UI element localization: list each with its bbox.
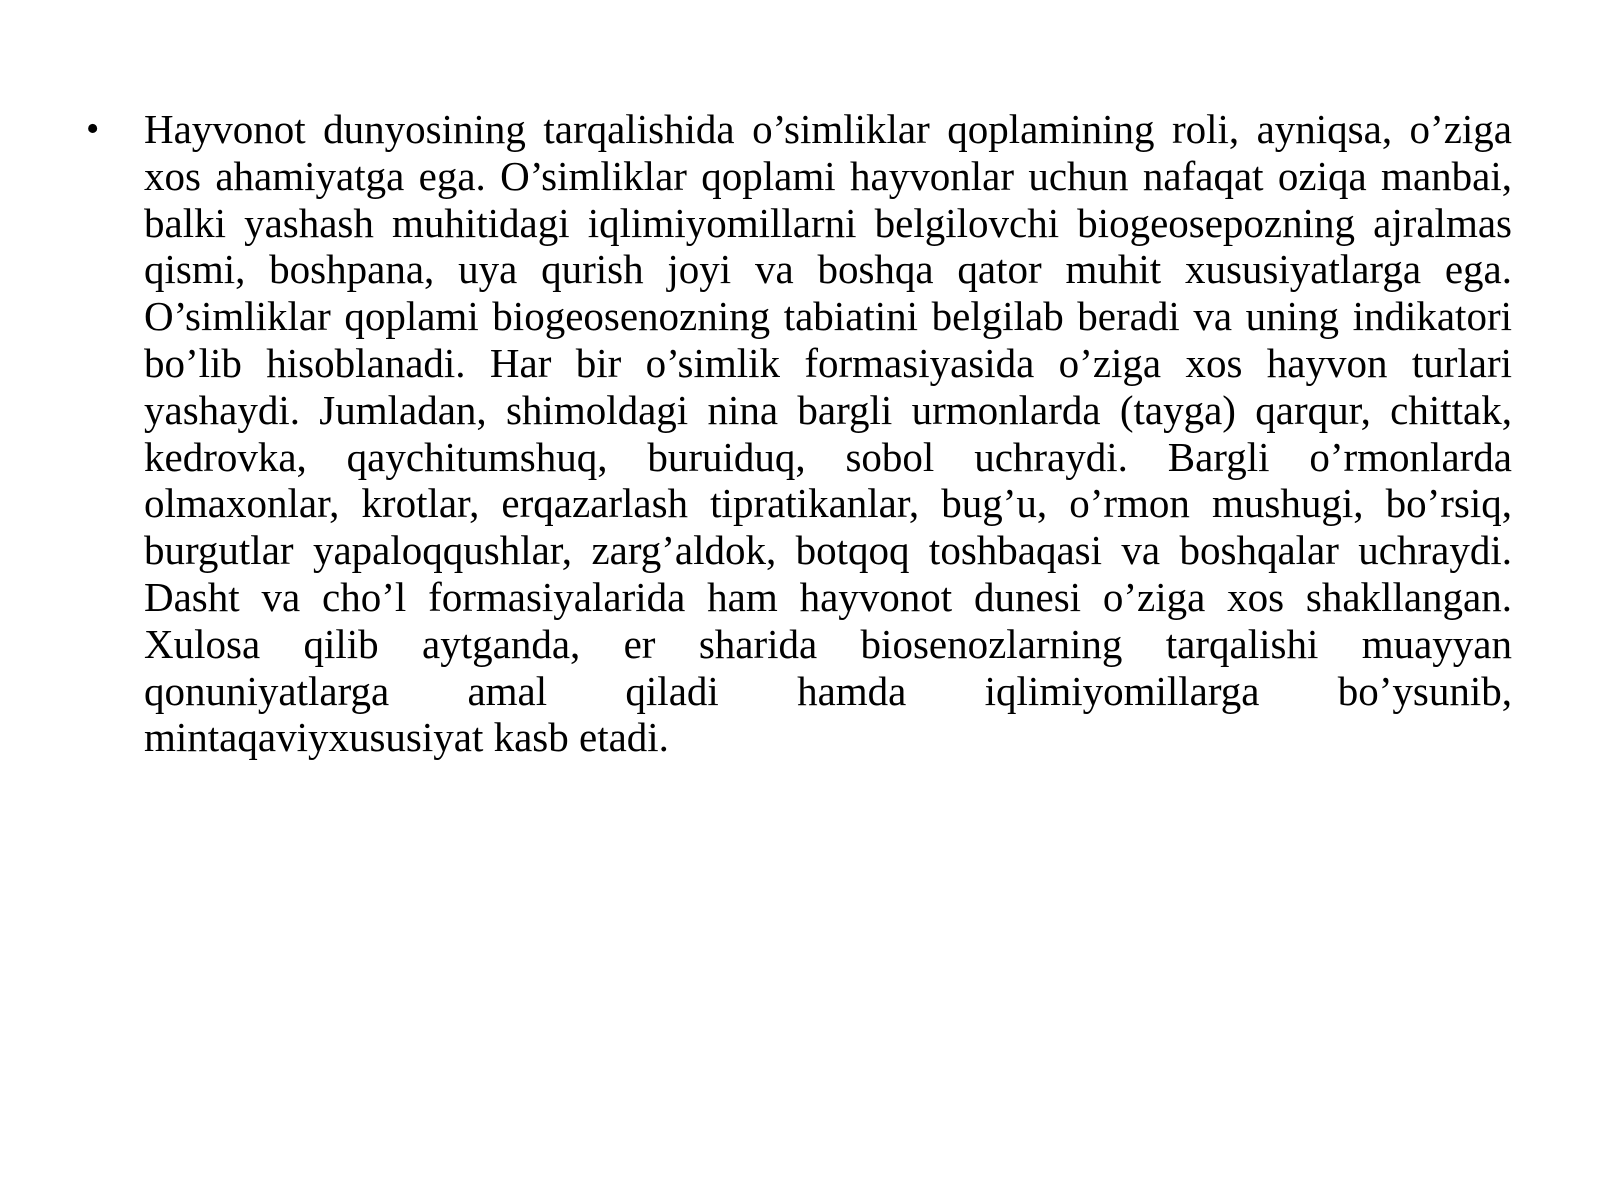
bullet-item xyxy=(80,106,1512,761)
bullet-paragraph: Hayvonot dunyosining tarqalishida o’simliklar qoplamining roli, ayniqsa, o’ziga xos ahamiyatga ega. O’simliklar qoplami hayvonlar uchun nafaqat oziqa manbai, balki yashash muhitidagi iqlimiyomillarni belgilovchi biogeosepozning ajralmas qismi, boshpana, uya qurish joyi va boshqa qator muhit xususiyatlarga ega. O’simliklar qoplami biogeosenozning tabiatini belgilab beradi va uning indikatori bo’lib hisoblanadi. Har bir o’simlik formasiyasida o’ziga xos hayvon turlari yashaydi. Jumladan, shimoldagi nina bargli urmonlarda (tayga) qarqur, chittak, kedrovka, qaychitumshuq, buruiduq, sobol uchraydi. Bargli o’rmonlarda olmaxonlar, krotlar, erqazarlash tipratikanlar, bug’u, o’rmon mushugi, bo’rsiq, burgutlar yapaloqqushlar, zarg’aldok, botqoq toshbaqasi va boshqalar uchraydi. Dasht va cho’l formasiyalarida ham hayvonot dunesi o’ziga xos shakllangan. Xulosa qilib aytganda, er sharida biosenozlarning tarqalishi muayyan qonuniyatlarga amal qiladi hamda iqlimiyomillarga bo’ysunib, mintaqaviyxususiyat kasb etadi. xyxy=(144,106,1512,761)
bullet-list xyxy=(80,106,1512,761)
bullet-dot-icon: • xyxy=(86,108,100,150)
